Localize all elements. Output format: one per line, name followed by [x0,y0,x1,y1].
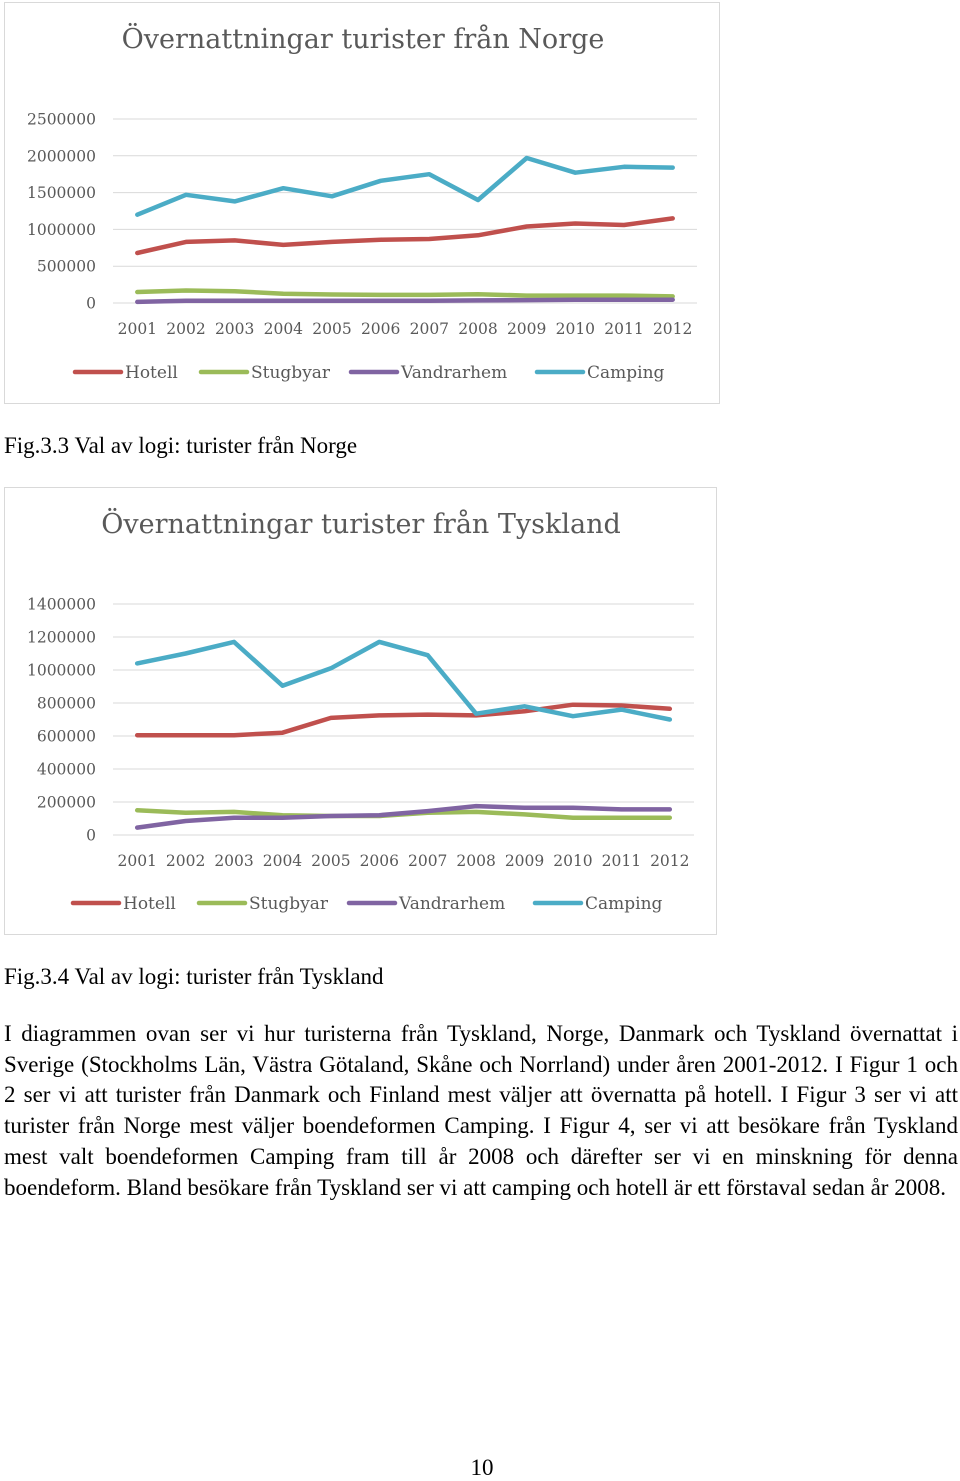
norway-x-tick-label: 2001 [117,320,158,338]
germany-legend-label-camping: Camping [585,894,663,914]
germany-x-tick-label: 2003 [214,852,254,870]
germany-x-tick-label: 2010 [553,852,593,870]
germany-x-tick-label: 2001 [117,852,157,870]
germany-legend-label-hotell: Hotell [123,894,176,914]
norway-series-hotell [137,218,672,253]
chart-germany-svg [5,488,718,936]
page-number: 10 [470,1455,494,1480]
germany-y-tick-label: 800000 [36,694,96,713]
norway-legend-label-vandrarhem: Vandrarhem [401,363,508,383]
norway-y-tick-label: 2000000 [26,147,96,166]
germany-x-tick-label: 2007 [407,852,448,870]
germany-title: Övernattningar turister från Tyskland [101,509,621,540]
norway-y-tick-label: 0 [86,294,96,313]
germany-x-tick-label: 2009 [504,852,545,870]
germany-series-hotell [137,705,670,736]
germany-series-camping [137,642,670,720]
norway-x-tick-label: 2006 [360,320,401,338]
figure-caption-3-3: Fig.3.3 Val av logi: turister från Norge [4,433,358,458]
norway-series-vandrarhem [137,300,672,302]
norway-legend-label-hotell: Hotell [125,363,178,383]
germany-y-tick-label: 1200000 [26,628,96,647]
norway-x-tick-label: 2008 [458,320,498,338]
chart-germany [4,487,717,935]
norway-x-tick-label: 2005 [312,320,352,338]
germany-legend-label-stugbyar: Stugbyar [249,894,329,914]
norway-y-tick-label: 500000 [36,257,96,276]
germany-x-tick-label: 2005 [311,852,351,870]
norway-x-tick-label: 2007 [409,320,450,338]
norway-x-tick-label: 2003 [214,320,255,338]
chart-norway [4,2,720,404]
germany-x-tick-label: 2004 [262,852,303,870]
germany-x-tick-label: 2011 [601,852,642,870]
germany-legend-label-vandrarhem: Vandrarhem [399,894,506,914]
norway-y-tick-label: 1000000 [26,220,96,239]
germany-y-tick-label: 200000 [36,793,96,812]
norway-legend-label-camping: Camping [587,363,665,383]
norway-x-tick-label: 2004 [263,320,304,338]
norway-x-tick-label: 2009 [506,320,547,338]
norway-title: Övernattningar turister från Norge [121,24,605,55]
norway-y-tick-label: 1500000 [26,184,96,203]
chart-norway-svg [5,3,721,405]
germany-y-tick-label: 1400000 [26,595,96,614]
germany-y-tick-label: 0 [86,826,96,845]
germany-x-tick-label: 2006 [359,852,400,870]
norway-series-camping [137,158,672,215]
germany-y-tick-label: 400000 [36,760,96,779]
germany-y-tick-label: 1000000 [26,661,96,680]
germany-y-tick-label: 600000 [36,727,96,746]
norway-x-tick-label: 2002 [166,320,206,338]
germany-x-tick-label: 2012 [650,852,690,870]
figure-caption-3-4: Fig.3.4 Val av logi: turister från Tyskland [4,964,384,989]
norway-x-tick-label: 2011 [604,320,644,338]
norway-x-tick-label: 2012 [652,320,693,338]
norway-y-tick-label: 2500000 [26,110,96,129]
norway-x-tick-label: 2010 [555,320,596,338]
norway-legend-label-stugbyar: Stugbyar [251,363,331,383]
norway-series-stugbyar [137,291,672,297]
germany-x-tick-label: 2008 [456,852,496,870]
body-paragraph: I diagrammen ovan ser vi hur turisterna från Tyskland, Norge, Danmark och Tyskland övernattat i Sverige (Stockholms Län, Västra Götaland, Skåne och Norrland) under åren 2001-2012. I Figur 1 och 2 ser vi att turister från Danmark och Finland mest väljer att övernatta på hotell. I Figur 3 ser vi att turister från Norge mest väljer boendeformen Camping. I Figur 4, ser vi att besökare från Tyskland mest valt boendeformen Camping fram till år 2008 och därefter ser vi en minskning för denna boendeform. Bland besökare från Tyskland ser vi att camping och hotell är ett förstaval sedan år 2008. [4,1021,958,1200]
germany-x-tick-label: 2002 [165,852,206,870]
